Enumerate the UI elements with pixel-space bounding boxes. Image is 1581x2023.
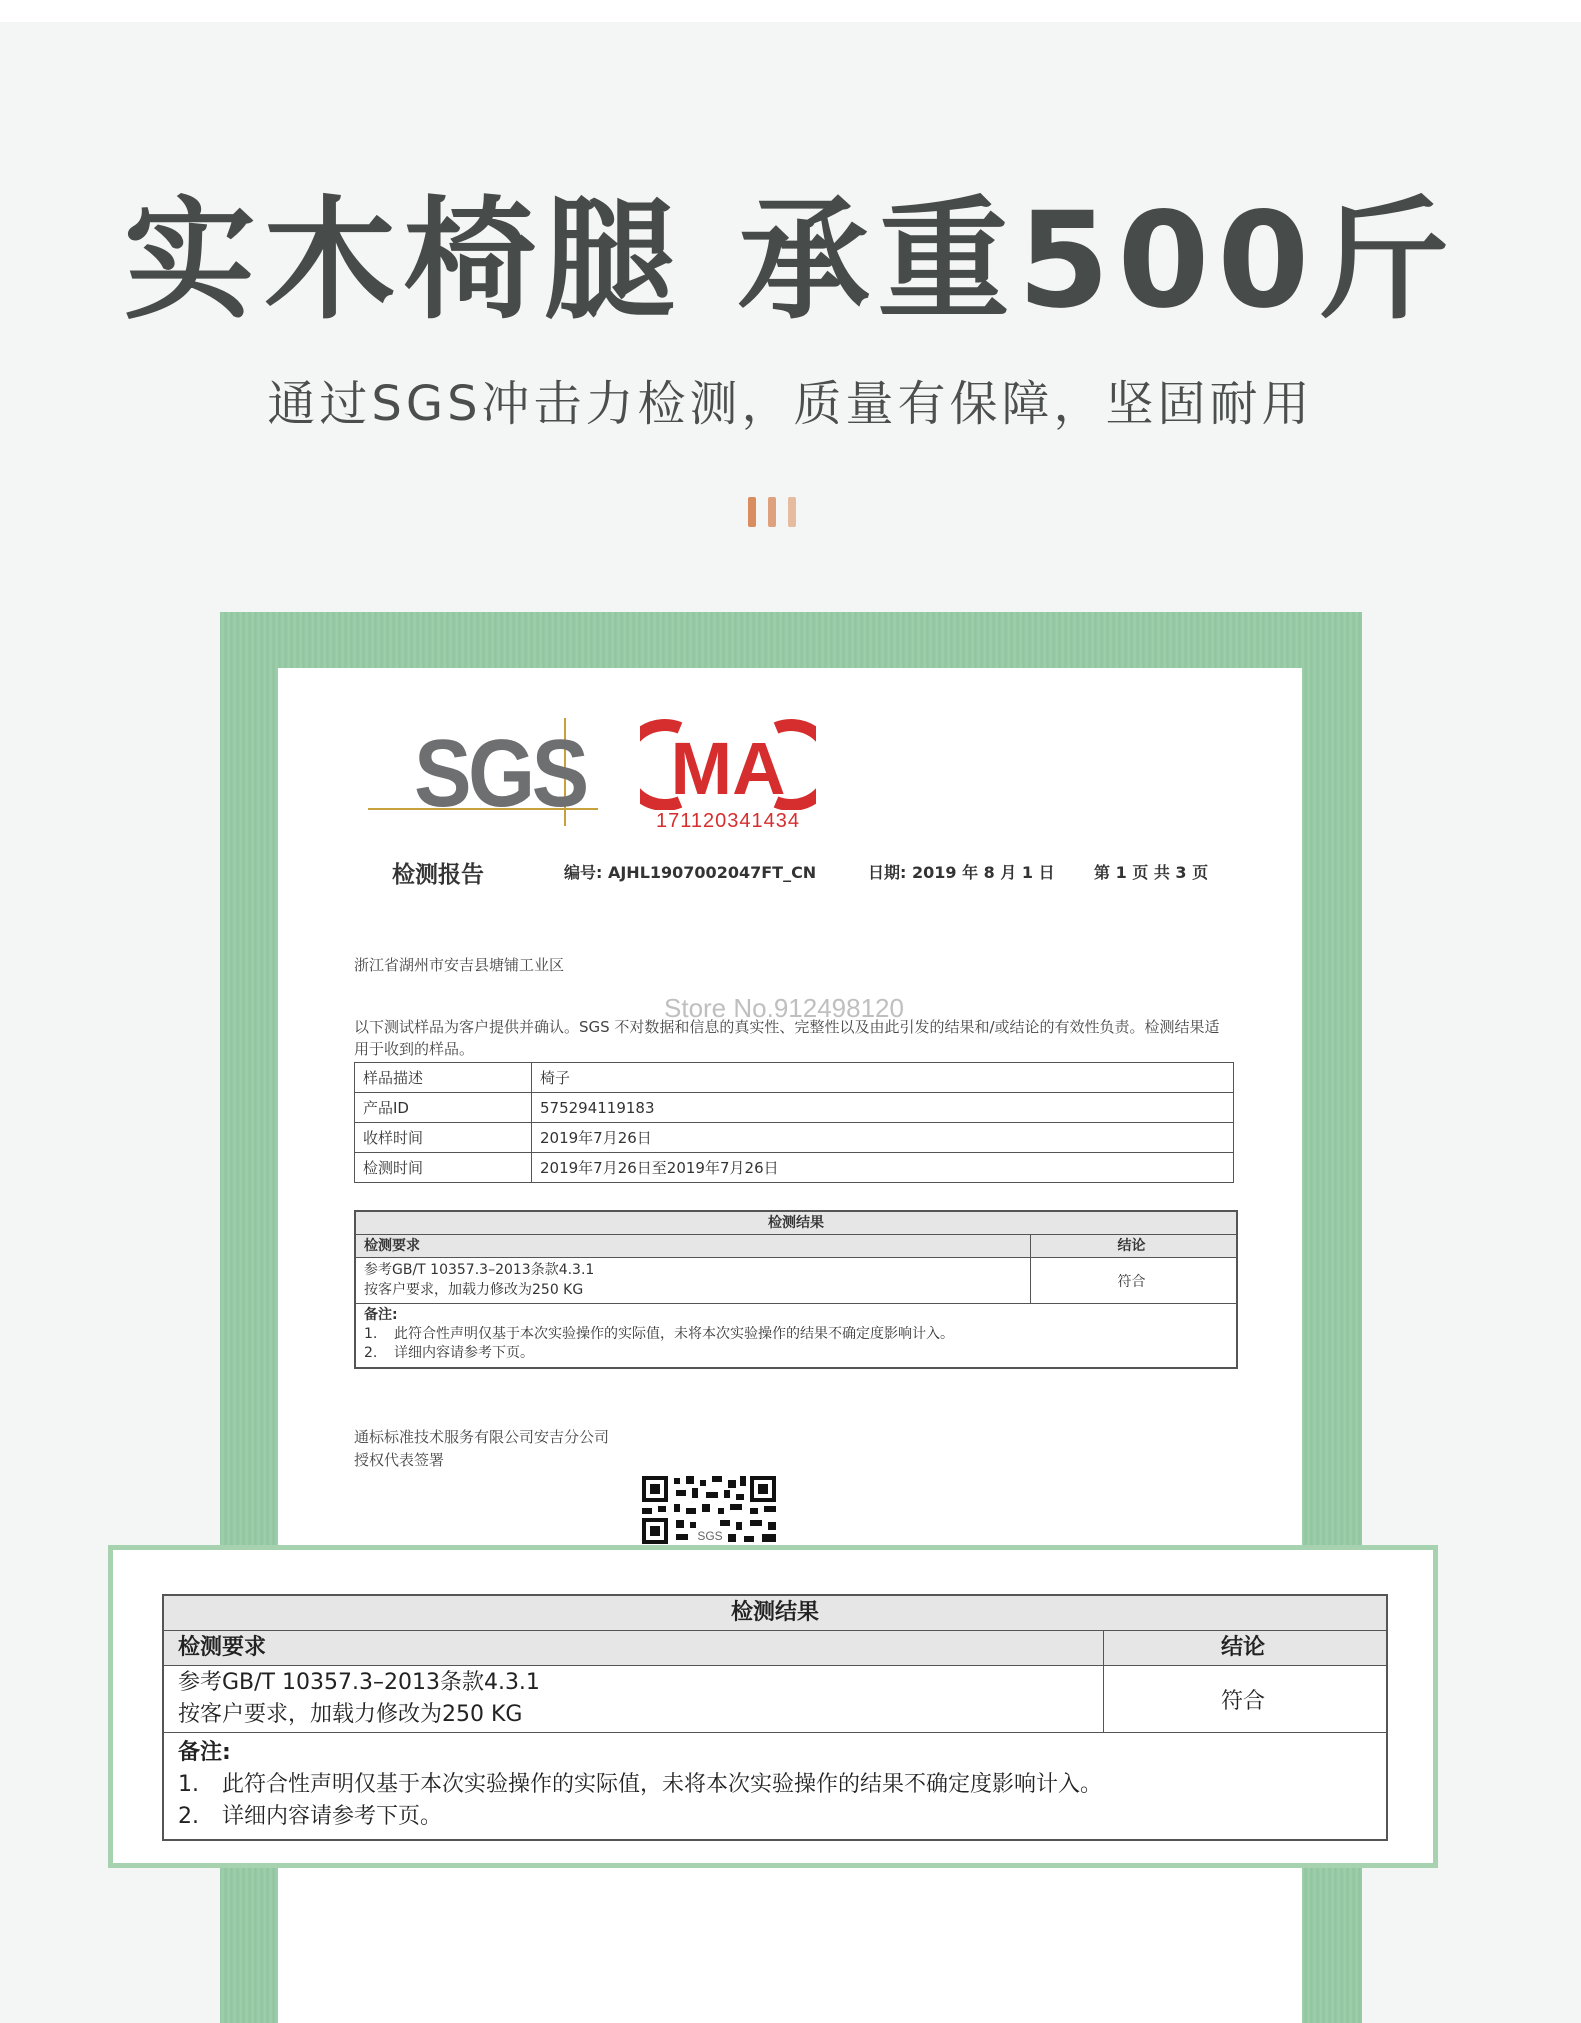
note-number: 1.	[178, 1772, 199, 1797]
cma-number: 171120341434	[656, 810, 800, 832]
client-address: 浙江省湖州市安吉县塘铺工业区	[354, 956, 565, 974]
report-title: 检测报告	[392, 862, 484, 888]
note-item	[364, 1325, 1228, 1344]
divider-bar	[748, 497, 756, 527]
sgs-logo	[368, 718, 608, 828]
signature-company: 通标标准技术服务有限公司安吉分公司	[354, 1428, 610, 1446]
sgs-logo-text: SGS	[414, 720, 586, 827]
top-strip	[0, 0, 1581, 22]
info-label: 样品描述	[355, 1063, 532, 1093]
conclusion-cell: 符合	[1117, 1273, 1146, 1290]
info-value: 椅子	[532, 1063, 1234, 1093]
note-text: 详细内容请参考下页。	[394, 1345, 534, 1361]
report-date: 日期: 2019 年 8 月 1 日	[868, 863, 1055, 882]
info-label: 产品ID	[355, 1093, 532, 1123]
results-title: 检测结果	[356, 1212, 1236, 1235]
signature-block	[354, 1426, 609, 1472]
report-header	[278, 856, 1302, 886]
table-row	[355, 1123, 1234, 1153]
store-watermark: Store No.912498120	[664, 993, 904, 1023]
results-header-row	[164, 1631, 1386, 1666]
note-number: 2.	[364, 1345, 378, 1361]
note-number: 2.	[178, 1804, 199, 1829]
note-text: 此符合性声明仅基于本次实验操作的实际值，未将本次实验操作的结果不确定度影响计入。	[394, 1326, 954, 1342]
zoomed-results-table	[162, 1594, 1388, 1841]
results-title: 检测结果	[164, 1596, 1386, 1631]
conclusion-cell: 符合	[1220, 1688, 1265, 1714]
requirement-line: 按客户要求，加载力修改为250 KG	[178, 1702, 523, 1727]
sample-info-table	[354, 1062, 1234, 1183]
info-label: 检测时间	[355, 1153, 532, 1183]
requirement-line: 按客户要求，加载力修改为250 KG	[364, 1282, 584, 1298]
requirement-header: 检测要求	[164, 1631, 1104, 1665]
notes-title: 备注:	[364, 1307, 398, 1323]
note-item	[178, 1769, 1372, 1801]
results-notes	[164, 1733, 1386, 1839]
table-row	[355, 1063, 1234, 1093]
note-item	[364, 1344, 1228, 1363]
results-row	[164, 1666, 1386, 1733]
note-number: 1.	[364, 1326, 378, 1342]
requirement-cell	[164, 1666, 1104, 1732]
cma-mark-icon	[640, 718, 816, 810]
requirement-cell	[356, 1258, 1031, 1303]
table-row	[355, 1153, 1234, 1183]
table-row	[355, 1093, 1234, 1123]
info-value: 2019年7月26日	[532, 1123, 1234, 1153]
cma-logo	[640, 718, 816, 832]
page-subheadline: 通过SGS冲击力检测，质量有保障，坚固耐用	[267, 376, 1314, 432]
qr-caption: SGS	[697, 1529, 723, 1543]
page-headline: 实木椅腿 承重500斤	[123, 184, 1458, 338]
report-number: 编号: AJHL1907002047FT_CN	[564, 863, 817, 882]
report-page: 第 1 页 共 3 页	[1094, 863, 1209, 882]
results-row	[356, 1258, 1236, 1304]
info-value: 2019年7月26日至2019年7月26日	[532, 1153, 1234, 1183]
requirement-header: 检测要求	[356, 1235, 1031, 1257]
qr-code-icon	[640, 1474, 780, 1546]
requirement-line: 参考GB/T 10357.3–2013条款4.3.1	[364, 1262, 595, 1278]
disclaimer-text: 以下测试样品为客户提供并确认。SGS 不对数据和信息的真实性、完整性以及由此引发的结果和/或结论的有效性负责。检测结果适用于收到的样品。	[354, 1018, 1220, 1058]
results-header-row	[356, 1235, 1236, 1258]
divider-bar	[768, 497, 776, 527]
note-text: 此符合性声明仅基于本次实验操作的实际值，未将本次实验操作的结果不确定度影响计入。	[222, 1772, 1103, 1797]
info-label: 收样时间	[355, 1123, 532, 1153]
test-results-table	[354, 1210, 1238, 1369]
conclusion-header: 结论	[1220, 1635, 1265, 1660]
note-item	[178, 1801, 1372, 1833]
cma-logo-text: MA	[670, 727, 786, 810]
signature-role: 授权代表签署	[354, 1451, 445, 1469]
conclusion-header: 结论	[1117, 1238, 1146, 1254]
notes-title: 备注:	[178, 1740, 231, 1765]
info-value: 575294119183	[532, 1093, 1234, 1123]
note-text: 详细内容请参考下页。	[222, 1804, 443, 1829]
decorative-divider	[748, 497, 808, 527]
divider-bar	[788, 497, 796, 527]
results-notes	[356, 1304, 1236, 1367]
requirement-line: 参考GB/T 10357.3–2013条款4.3.1	[178, 1670, 540, 1695]
